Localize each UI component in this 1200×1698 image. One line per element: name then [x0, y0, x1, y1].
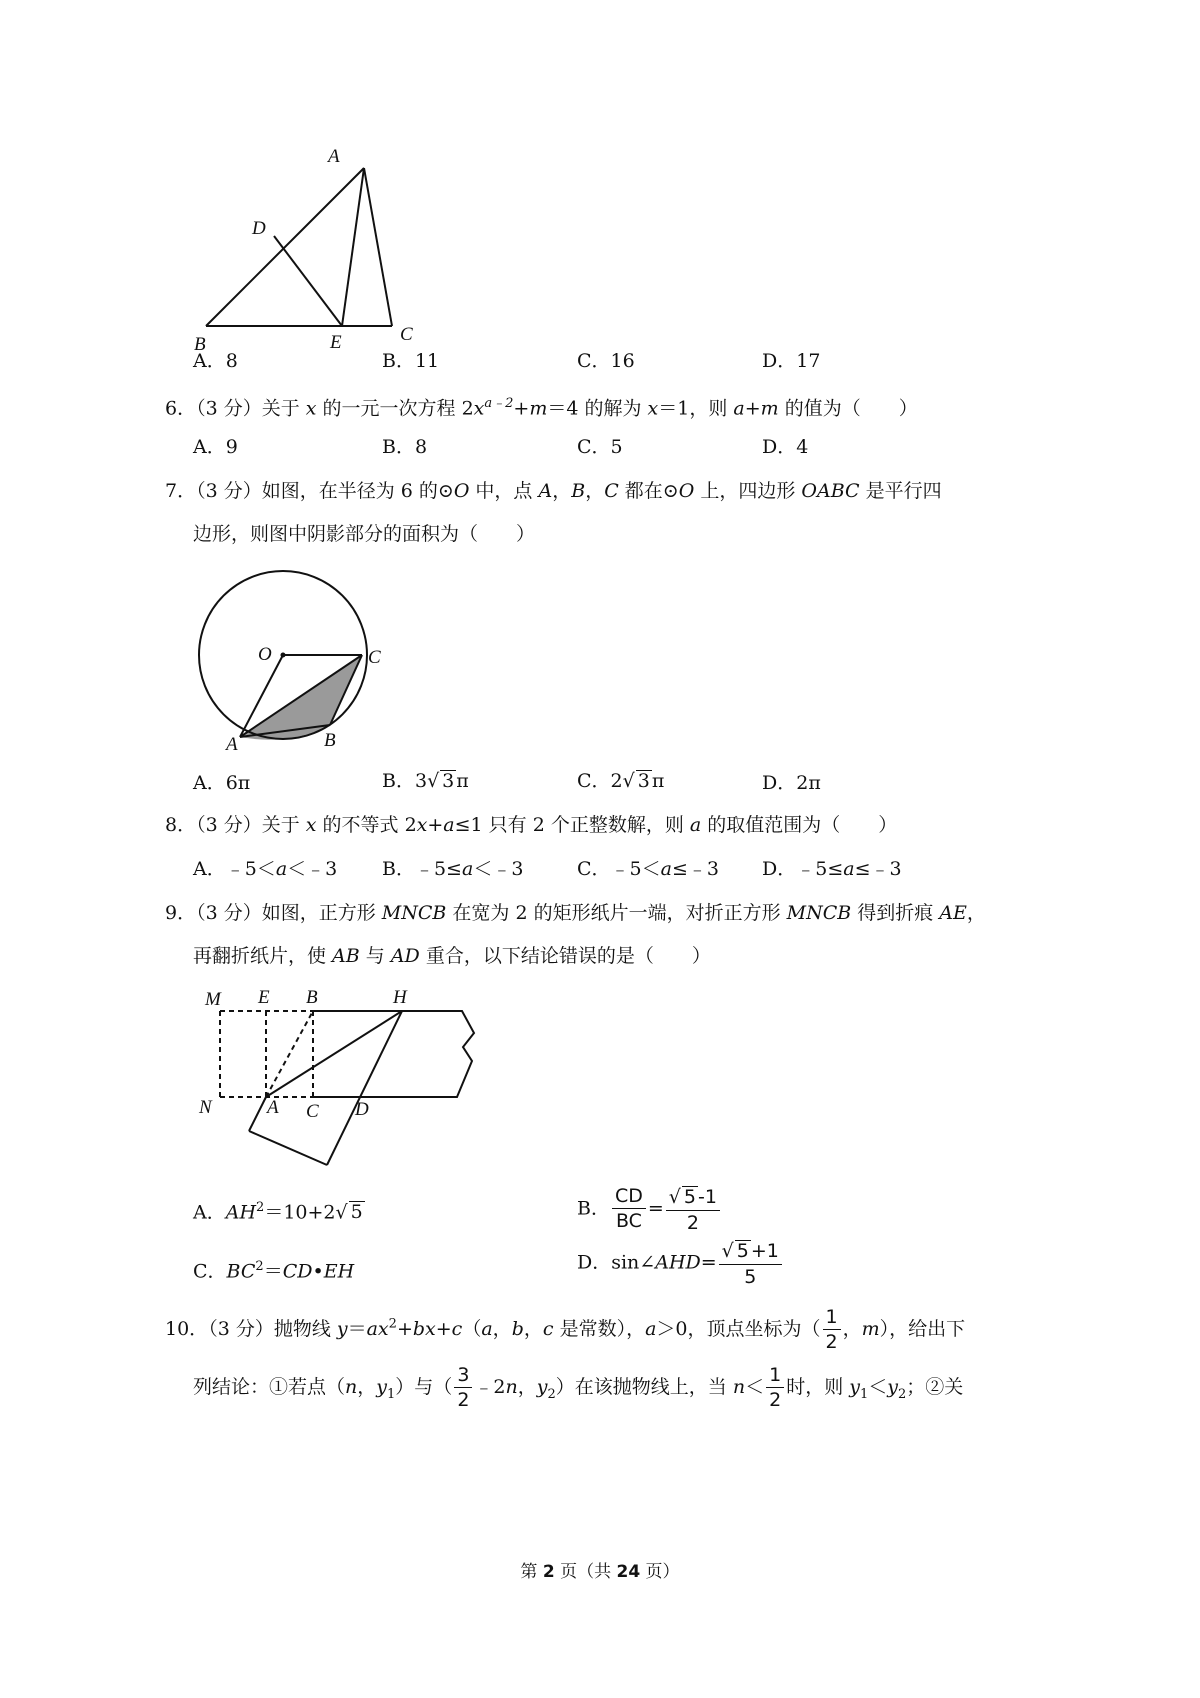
q8-stem: 8．（3 分）关于 x 的不等式 2x+a≤1 只有 2 个正整数解，则 a 的取值范围为（ ）: [165, 814, 898, 836]
q5-option-d: D．17: [762, 350, 821, 372]
label-n: N: [199, 1097, 212, 1118]
label-e: E: [258, 987, 270, 1008]
q10-stem-line1: 10．（3 分）抛物线 $y=ax^2+bx+c(a$，b，c 是常数），a＞0，顶点坐标为（ $\frac{1}{2}$ ，m），给出下: [165, 1306, 966, 1353]
q6-option-a: A．9: [193, 436, 238, 458]
label-b: B: [194, 334, 206, 355]
q7-option-b: B．3√ 3 π: [382, 770, 469, 792]
q5-option-b: B．11: [382, 350, 440, 372]
q6-option-d: D．4: [762, 436, 809, 458]
figure-q7-circle: [190, 560, 410, 755]
q6-stem: 6．（3 分）关于 x 的一元一次方程 $2x^{a﹣2}+m=4$ 的解为 x＝1，则 a+m 的值为（ ）: [165, 396, 918, 420]
segment-ae: [342, 168, 364, 326]
label-c: C: [368, 647, 381, 668]
label-d: D: [355, 1099, 369, 1120]
q10-stem-line2: 列结论：①若点（n，$y_1$）与（ $\frac{3}{2}$ ﹣2n，$y_2$）在该抛物线上，当 n＜ $\frac{1}{2}$ 时，则 $y_1<y_2$；②关: [193, 1364, 964, 1411]
page-footer: 第 2 页（共 24 页）: [520, 1562, 680, 1582]
q8-option-c: C．﹣5＜a≤﹣3: [577, 858, 719, 880]
q7-option-a: A．6π: [193, 772, 251, 794]
label-a: A: [267, 1097, 279, 1118]
point-o: [281, 653, 286, 658]
q9-option-d: D．sin∠AHD= $\frac{√ 5 +1}{5}$: [577, 1240, 784, 1287]
label-a: A: [226, 734, 238, 755]
q6-option-b: B．8: [382, 436, 428, 458]
segment-de: [274, 236, 342, 326]
page-total: 24: [616, 1562, 641, 1582]
q8-option-b: B．﹣5≤a＜﹣3: [382, 858, 524, 880]
label-c: C: [400, 324, 413, 345]
label-a: A: [328, 146, 340, 167]
q9-option-b: B． $\frac{CD}{BC}$ = $\frac{√ 5 -1}{2}$: [577, 1186, 722, 1233]
q6-option-c: C．5: [577, 436, 623, 458]
q7-option-d: D．2π: [762, 772, 821, 794]
segment-folded-edge: [249, 1131, 327, 1165]
q9-stem-line1: 9．（3 分）如图，正方形 MNCB 在宽为 2 的矩形纸片一端，对折正方形 MNCB 得到折痕 AE，: [165, 902, 986, 924]
label-b: B: [324, 730, 336, 751]
q7-option-c: C．2√ 3 π: [577, 770, 665, 792]
q8-option-a: A．﹣5＜a＜﹣3: [193, 858, 338, 880]
q7-stem-line1: 7．（3 分）如图，在半径为 6 的⊙O 中，点 A，B，C 都在⊙O 上，四边形 OABC 是平行四: [165, 480, 942, 502]
q7-stem-line2: 边形，则图中阴影部分的面积为（ ）: [193, 523, 536, 545]
q9-stem-line2: 再翻折纸片，使 AB 与 AD 重合，以下结论错误的是（ ）: [193, 945, 711, 967]
q5-option-c: C．16: [577, 350, 635, 372]
figure-q5-triangle: [194, 146, 440, 355]
label-c: C: [306, 1101, 319, 1122]
q5-option-a: A．8: [193, 350, 238, 372]
page-number: 2: [542, 1562, 555, 1582]
segment-ac: [364, 168, 392, 326]
figure-q9-folding: [195, 985, 485, 1175]
q9-option-a: A．$AH^2=10+2√$ 5: [193, 1200, 363, 1224]
label-d: D: [252, 218, 266, 239]
label-b: B: [306, 987, 318, 1008]
segment-ab: [206, 168, 364, 326]
label-h: H: [393, 987, 407, 1008]
dashed-ab: [266, 1011, 313, 1097]
segment-folded-side: [249, 1097, 266, 1131]
q9-option-c: C．$BC^2=CD•EH$: [193, 1259, 355, 1283]
q8-option-d: D．﹣5≤a≤﹣3: [762, 858, 902, 880]
paper-outline: [313, 1011, 474, 1097]
label-o: O: [258, 644, 272, 665]
label-e: E: [330, 332, 342, 353]
label-m: M: [205, 989, 221, 1010]
